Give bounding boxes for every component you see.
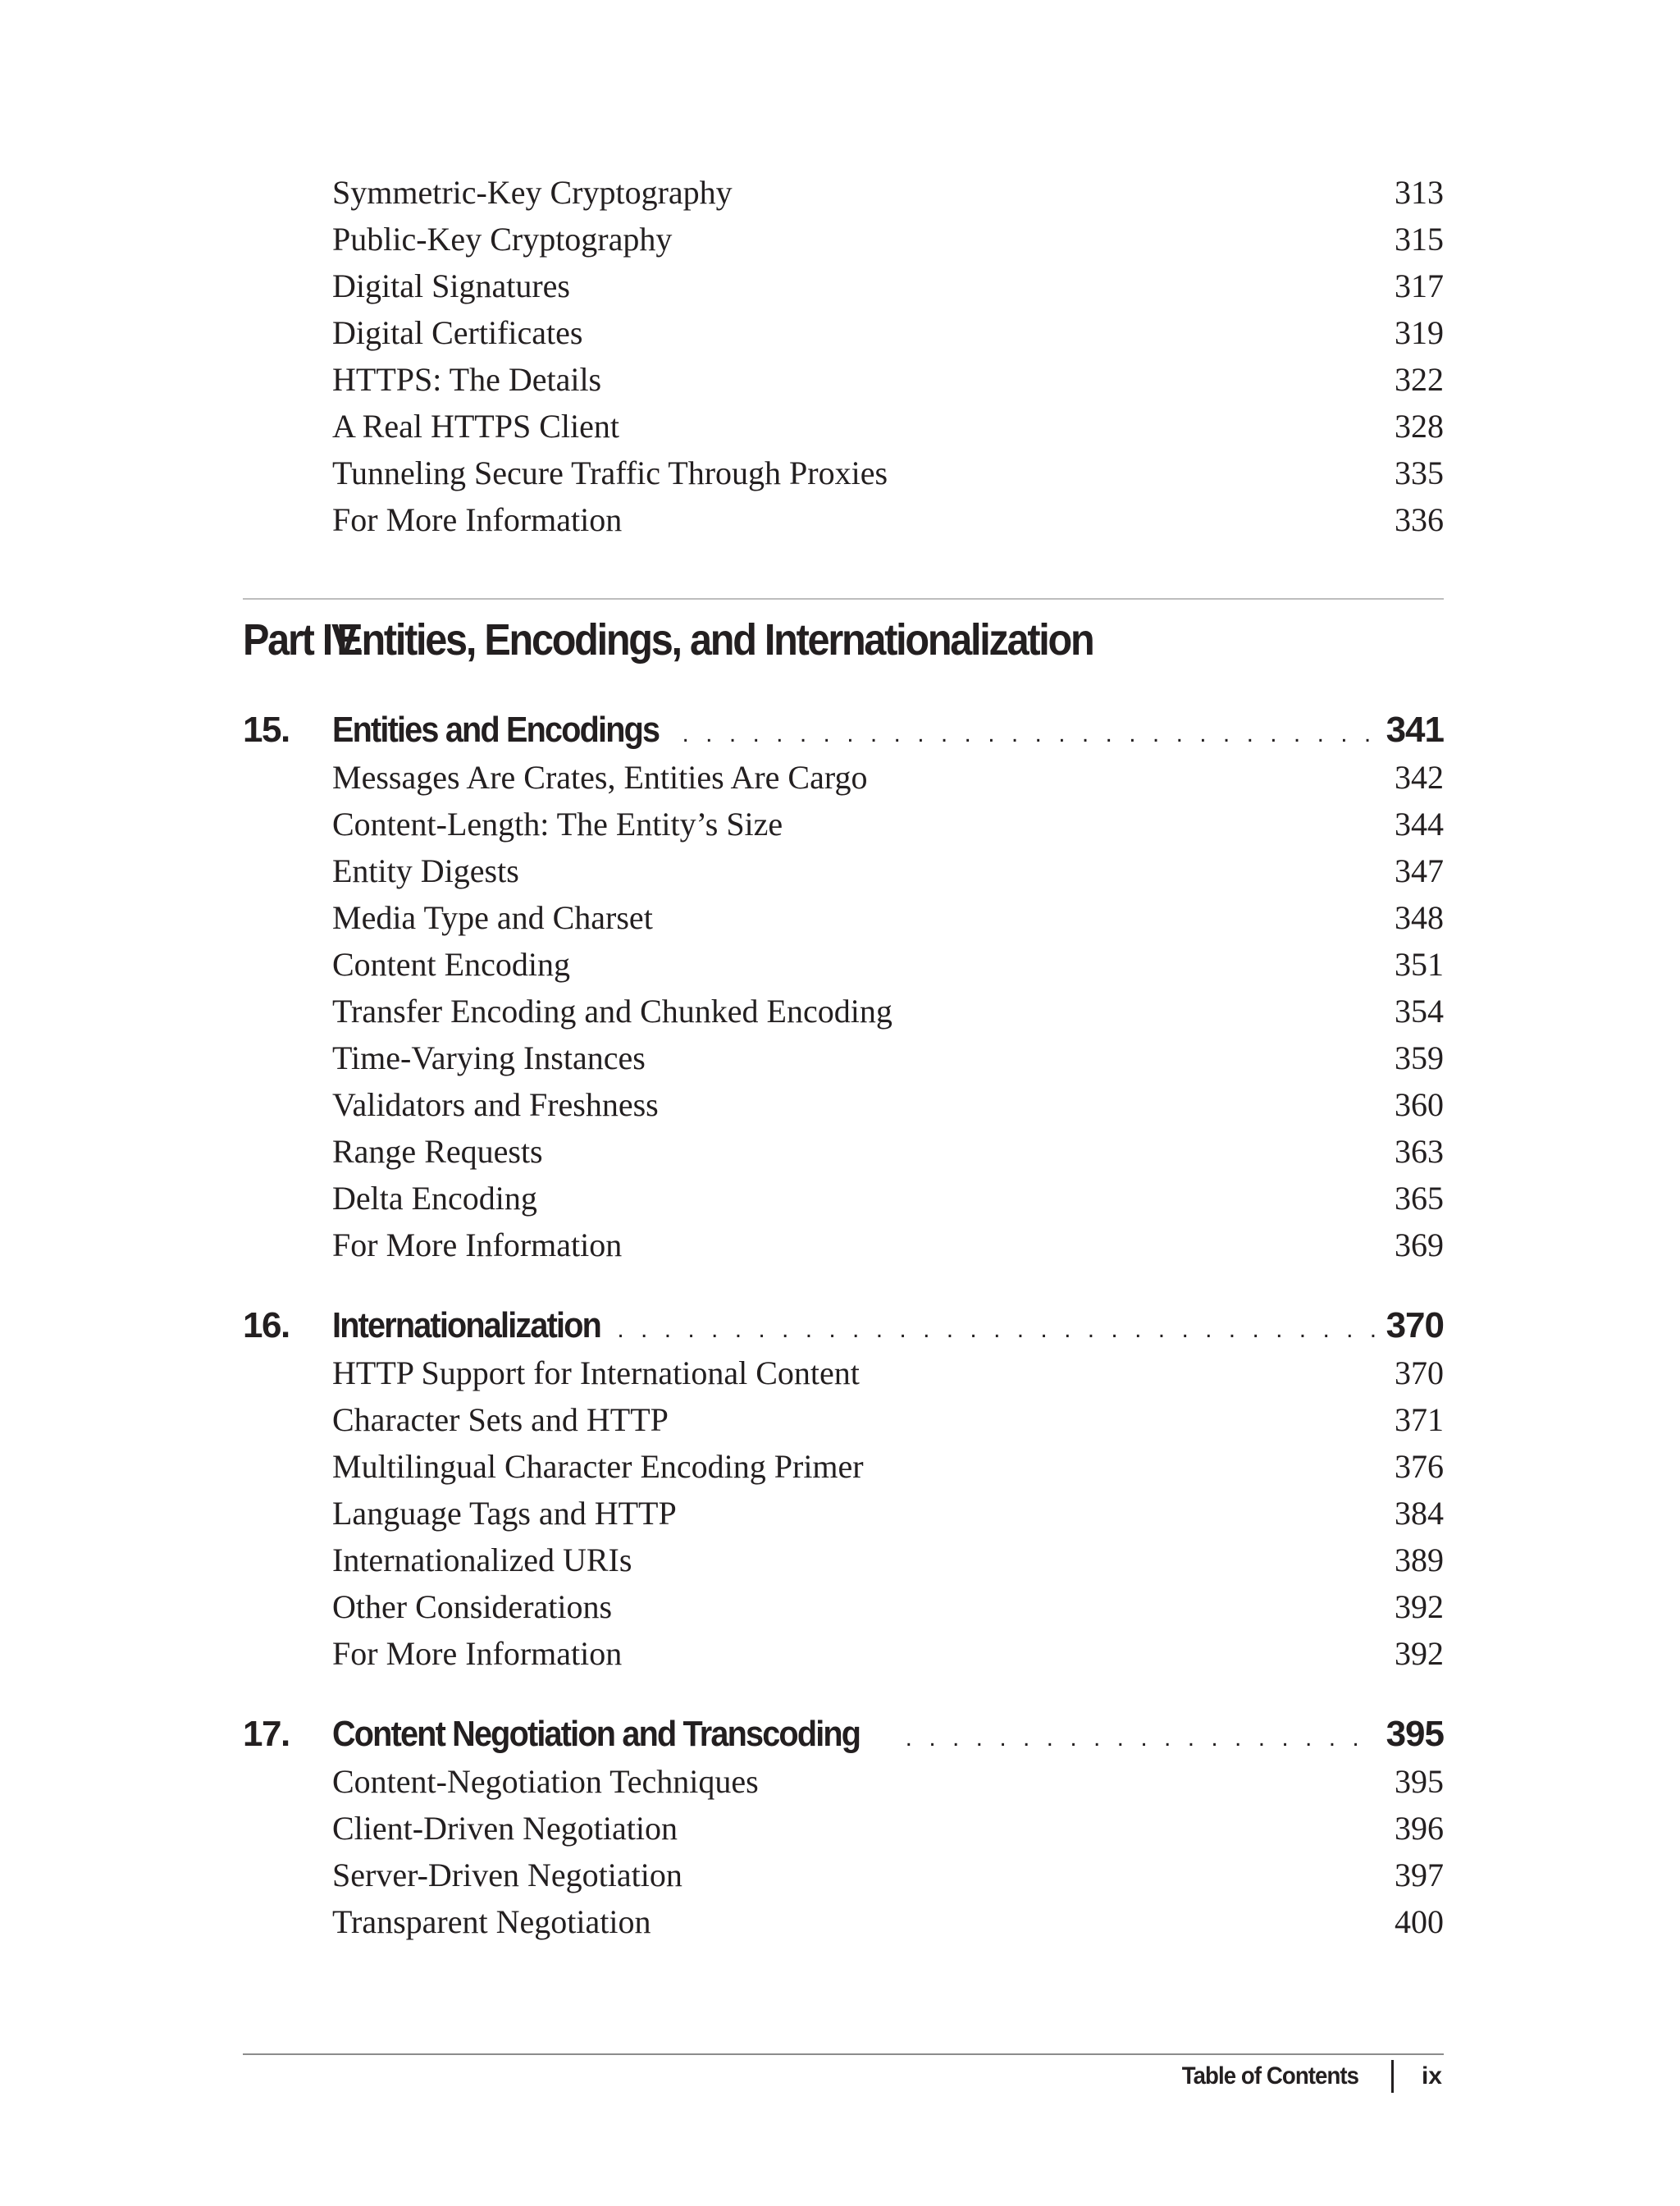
toc-entry[interactable] [332, 1081, 1444, 1128]
toc-entry[interactable] [332, 1898, 1444, 1945]
toc-entry[interactable] [332, 403, 1444, 450]
toc-entry[interactable] [332, 754, 1444, 801]
entry-page-number: 360 [1395, 1086, 1444, 1123]
entry-title: Tunneling Secure Traffic Through Proxies [332, 454, 888, 491]
entry-title: Other Considerations [332, 1588, 613, 1625]
chapter-16-heading[interactable] [243, 1299, 1444, 1352]
entry-page-number: 328 [1395, 408, 1444, 445]
entry-page-number: 395 [1395, 1763, 1444, 1800]
entry-page-number: 342 [1395, 759, 1444, 796]
entry-page-number: 365 [1395, 1180, 1444, 1217]
entry-title: Character Sets and HTTP [332, 1401, 669, 1438]
entry-page-number: 376 [1395, 1448, 1444, 1485]
entry-page-number: 313 [1395, 174, 1444, 211]
toc-entry[interactable] [332, 496, 1444, 543]
entry-title: Symmetric-Key Cryptography [332, 174, 733, 211]
entry-page-number: 392 [1395, 1588, 1444, 1625]
toc-entry[interactable] [332, 309, 1444, 356]
toc-entry[interactable] [332, 450, 1444, 496]
part-title: Entities, Encodings, and Internationalization [336, 615, 1093, 665]
chapter-number: 17. [243, 1714, 290, 1754]
entry-title: Transfer Encoding and Chunked Encoding [332, 993, 892, 1030]
entry-page-number: 351 [1395, 946, 1444, 983]
entry-title: A Real HTTPS Client [332, 408, 619, 445]
entry-page-number: 370 [1395, 1354, 1444, 1391]
chapter-title: Content Negotiation and Transcoding [332, 1714, 861, 1754]
entry-page-number: 359 [1395, 1039, 1444, 1076]
chapter-17-heading[interactable] [243, 1708, 1444, 1761]
entry-title: Messages Are Crates, Entities Are Cargo [332, 759, 868, 796]
chapter-15-sections [332, 754, 1444, 1268]
chapter-page-number: 370 [1386, 1305, 1444, 1345]
toc-entry[interactable] [332, 894, 1444, 941]
entry-title: Content Encoding [332, 946, 570, 983]
entry-title: Delta Encoding [332, 1180, 537, 1217]
entry-title: Entity Digests [332, 852, 519, 889]
chapter-title: Entities and Encodings [332, 710, 660, 750]
entry-title: Range Requests [332, 1133, 543, 1170]
part-label: Part IV. [243, 615, 363, 665]
chapter-number: 15. [243, 710, 290, 750]
entry-page-number: 348 [1395, 899, 1444, 936]
entry-page-number: 336 [1395, 501, 1444, 538]
page-number: ix [1421, 2062, 1442, 2090]
entry-page-number: 389 [1395, 1541, 1444, 1578]
toc-entry[interactable] [332, 356, 1444, 403]
entry-page-number: 344 [1395, 806, 1444, 843]
toc-entry[interactable] [332, 1034, 1444, 1081]
toc-entry[interactable] [332, 1443, 1444, 1490]
entry-page-number: 335 [1395, 454, 1444, 491]
part-heading[interactable] [243, 607, 1093, 673]
toc-entry[interactable] [332, 169, 1444, 216]
entry-page-number: 322 [1395, 361, 1444, 398]
entry-title: Client-Driven Negotiation [332, 1810, 678, 1847]
entry-title: Server-Driven Negotiation [332, 1857, 682, 1893]
toc-entry[interactable] [332, 988, 1444, 1034]
toc-entry[interactable] [332, 1583, 1444, 1630]
entry-page-number: 397 [1395, 1857, 1444, 1893]
chapter-17-sections [332, 1758, 1444, 1945]
entry-title: Media Type and Charset [332, 899, 653, 936]
entry-title: For More Information [332, 1635, 623, 1672]
entry-page-number: 396 [1395, 1810, 1444, 1847]
entry-page-number: 392 [1395, 1635, 1444, 1672]
entry-title: Time-Varying Instances [332, 1039, 646, 1076]
toc-entry[interactable] [332, 1852, 1444, 1898]
part-divider [243, 598, 1444, 600]
dot-leader [617, 1299, 1376, 1356]
toc-entry[interactable] [332, 1805, 1444, 1852]
entry-title: Content-Length: The Entity’s Size [332, 806, 783, 843]
dot-leader [682, 704, 1376, 760]
entry-page-number: 354 [1395, 993, 1444, 1030]
chapter-page-number: 341 [1386, 710, 1444, 750]
entry-page-number: 319 [1395, 314, 1444, 351]
entry-title: Digital Certificates [332, 314, 583, 351]
toc-entry[interactable] [332, 1537, 1444, 1583]
entry-title: For More Information [332, 1226, 623, 1263]
toc-entry[interactable] [332, 1128, 1444, 1175]
entry-page-number: 371 [1395, 1401, 1444, 1438]
entry-page-number: 347 [1395, 852, 1444, 889]
toc-entry[interactable] [332, 1175, 1444, 1222]
entry-title: For More Information [332, 501, 623, 538]
toc-entry[interactable] [332, 263, 1444, 309]
entry-page-number: 315 [1395, 221, 1444, 258]
entry-title: Transparent Negotiation [332, 1903, 651, 1940]
entry-title: Language Tags and HTTP [332, 1495, 677, 1532]
toc-entry[interactable] [332, 801, 1444, 847]
entry-page-number: 369 [1395, 1226, 1444, 1263]
chapter-number: 16. [243, 1305, 290, 1345]
chapter-16-sections [332, 1350, 1444, 1677]
entry-title: Internationalized URIs [332, 1541, 632, 1578]
entry-page-number: 400 [1395, 1903, 1444, 1940]
toc-entry[interactable] [332, 1630, 1444, 1677]
toc-entry[interactable] [332, 216, 1444, 263]
entry-title: Public-Key Cryptography [332, 221, 673, 258]
running-footer-title: Table of Contents [1181, 2062, 1358, 2090]
chapter-15-heading[interactable] [243, 704, 1444, 756]
toc-entry[interactable] [332, 1490, 1444, 1537]
chapter-title: Internationalization [332, 1305, 601, 1345]
entry-page-number: 363 [1395, 1133, 1444, 1170]
toc-entry[interactable] [332, 1350, 1444, 1396]
entry-page-number: 384 [1395, 1495, 1444, 1532]
page-footer [1166, 2057, 1442, 2096]
entry-title: Content-Negotiation Techniques [332, 1763, 759, 1800]
entry-title: Validators and Freshness [332, 1086, 659, 1123]
chapter-page-number: 395 [1386, 1714, 1444, 1754]
section-list-continued [332, 169, 1444, 543]
entry-title: Multilingual Character Encoding Primer [332, 1448, 864, 1485]
toc-entry[interactable] [332, 847, 1444, 894]
footer-separator [1391, 2060, 1394, 2093]
entry-title: Digital Signatures [332, 267, 570, 304]
footer-divider [243, 2053, 1444, 2055]
toc-entry[interactable] [332, 1222, 1444, 1268]
toc-entry[interactable] [332, 941, 1444, 988]
toc-entry[interactable] [332, 1758, 1444, 1805]
entry-title: HTTPS: The Details [332, 361, 602, 398]
toc-entry[interactable] [332, 1396, 1444, 1443]
dot-leader [906, 1708, 1376, 1765]
entry-title: HTTP Support for International Content [332, 1354, 860, 1391]
entry-page-number: 317 [1395, 267, 1444, 304]
